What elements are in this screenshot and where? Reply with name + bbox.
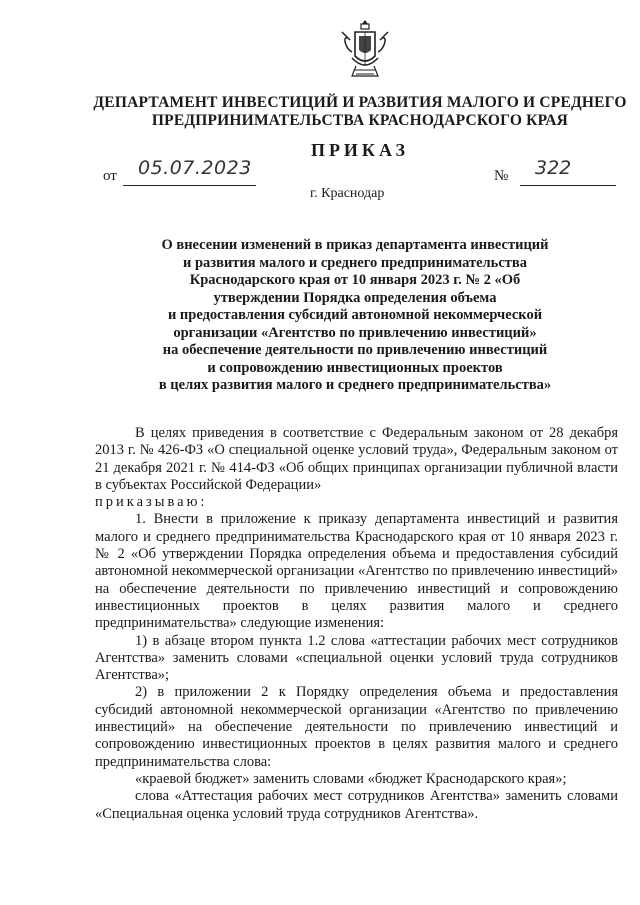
subitem-2-paragraph: 2) в приложении 2 к Порядку определения объема и предоставления субсидий автономной некоммерческой организации «Агентство по привлечению инвестиций» на обеспечение деятельности по привлечению инвестиций и сопровождению инвестиционных проектов в целях развития малого и среднего предпринимательства слова: (95, 684, 618, 770)
title-line: и развития малого и среднего предпринимательства (183, 254, 527, 271)
krasnodar-coat-of-arms-icon (340, 18, 390, 80)
subitem-2a-paragraph: «краевой бюджет» заменить словами «бюджет Краснодарского края»; (135, 770, 567, 787)
number-underline (520, 185, 616, 186)
title-line: О внесении изменений в приказ департамента инвестиций (161, 237, 549, 253)
department-name-line2: ПРЕДПРИНИМАТЕЛЬСТВА КРАСНОДАРСКОГО КРАЯ (151, 112, 569, 129)
subitem-1-paragraph: 1) в абзаце втором пункта 1.2 слова «аттестации рабочих мест сотрудников Агентства» заменить словами «специальной оценки условий труда сотрудников Агентства»; (95, 632, 618, 684)
city: г. Краснодар (310, 186, 385, 201)
title-line: на обеспечение деятельности по привлечению инвестиций (162, 342, 548, 358)
item-1-paragraph: 1. Внести в приложение к приказу департамента инвестиций и развития малого и среднего предпринимательства Краснодарского края от 10 января 2023 г. № 2 «Об утверждении Порядка определения объема и предоставления субсидий автономной некоммерческой организации «Агентство по привлечению инвестиций» на обеспечение деятельности по привлечению инвестиций и сопровождению инвестиционных проектов в целях развития малого и среднего предпринимательства» следующие изменения: (95, 511, 618, 632)
date-prefix: от (103, 168, 117, 184)
title-line: организации «Агентство по привлечению инвестиций» (173, 324, 537, 341)
title-line: в целях развития малого и среднего предпринимательства» (158, 377, 552, 393)
preamble-paragraph: В целях приведения в соответствие с Федеральным законом от 28 декабря 2013 г. № 426-ФЗ «О специальной оценке условий труда», Федеральным законом от 21 декабря 2021 г. № 414-ФЗ «Об общих принципах организации публичной власти в субъектах Российской Федерации» (95, 425, 618, 493)
title-line: утверждении Порядка определения объема (213, 289, 497, 306)
number-prefix: № (494, 168, 509, 184)
order-word: приказываю: (95, 494, 208, 511)
date-value: 05.07.2023 (138, 157, 252, 179)
department-name-line1: ДЕПАРТАМЕНТ ИНВЕСТИЦИЙ И РАЗВИТИЯ МАЛОГО И СРЕДНЕГО (93, 94, 627, 111)
document-type: ПРИКАЗ (310, 140, 410, 160)
document-title (120, 237, 590, 395)
title-line: и предоставления субсидий автономной некоммерческой (167, 307, 543, 323)
number-value: 322 (535, 157, 572, 179)
date-underline (123, 185, 256, 186)
title-line: и сопровождению инвестиционных проектов (207, 359, 503, 376)
subitem-2b-paragraph: слова «Аттестация рабочих мест сотрудников Агентства» заменить словами «Специальная оценка условий труда сотрудников Агентства». (95, 788, 618, 822)
title-line: Краснодарского края от 10 января 2023 г. № 2 «Об (189, 272, 521, 288)
document-body (95, 425, 618, 823)
